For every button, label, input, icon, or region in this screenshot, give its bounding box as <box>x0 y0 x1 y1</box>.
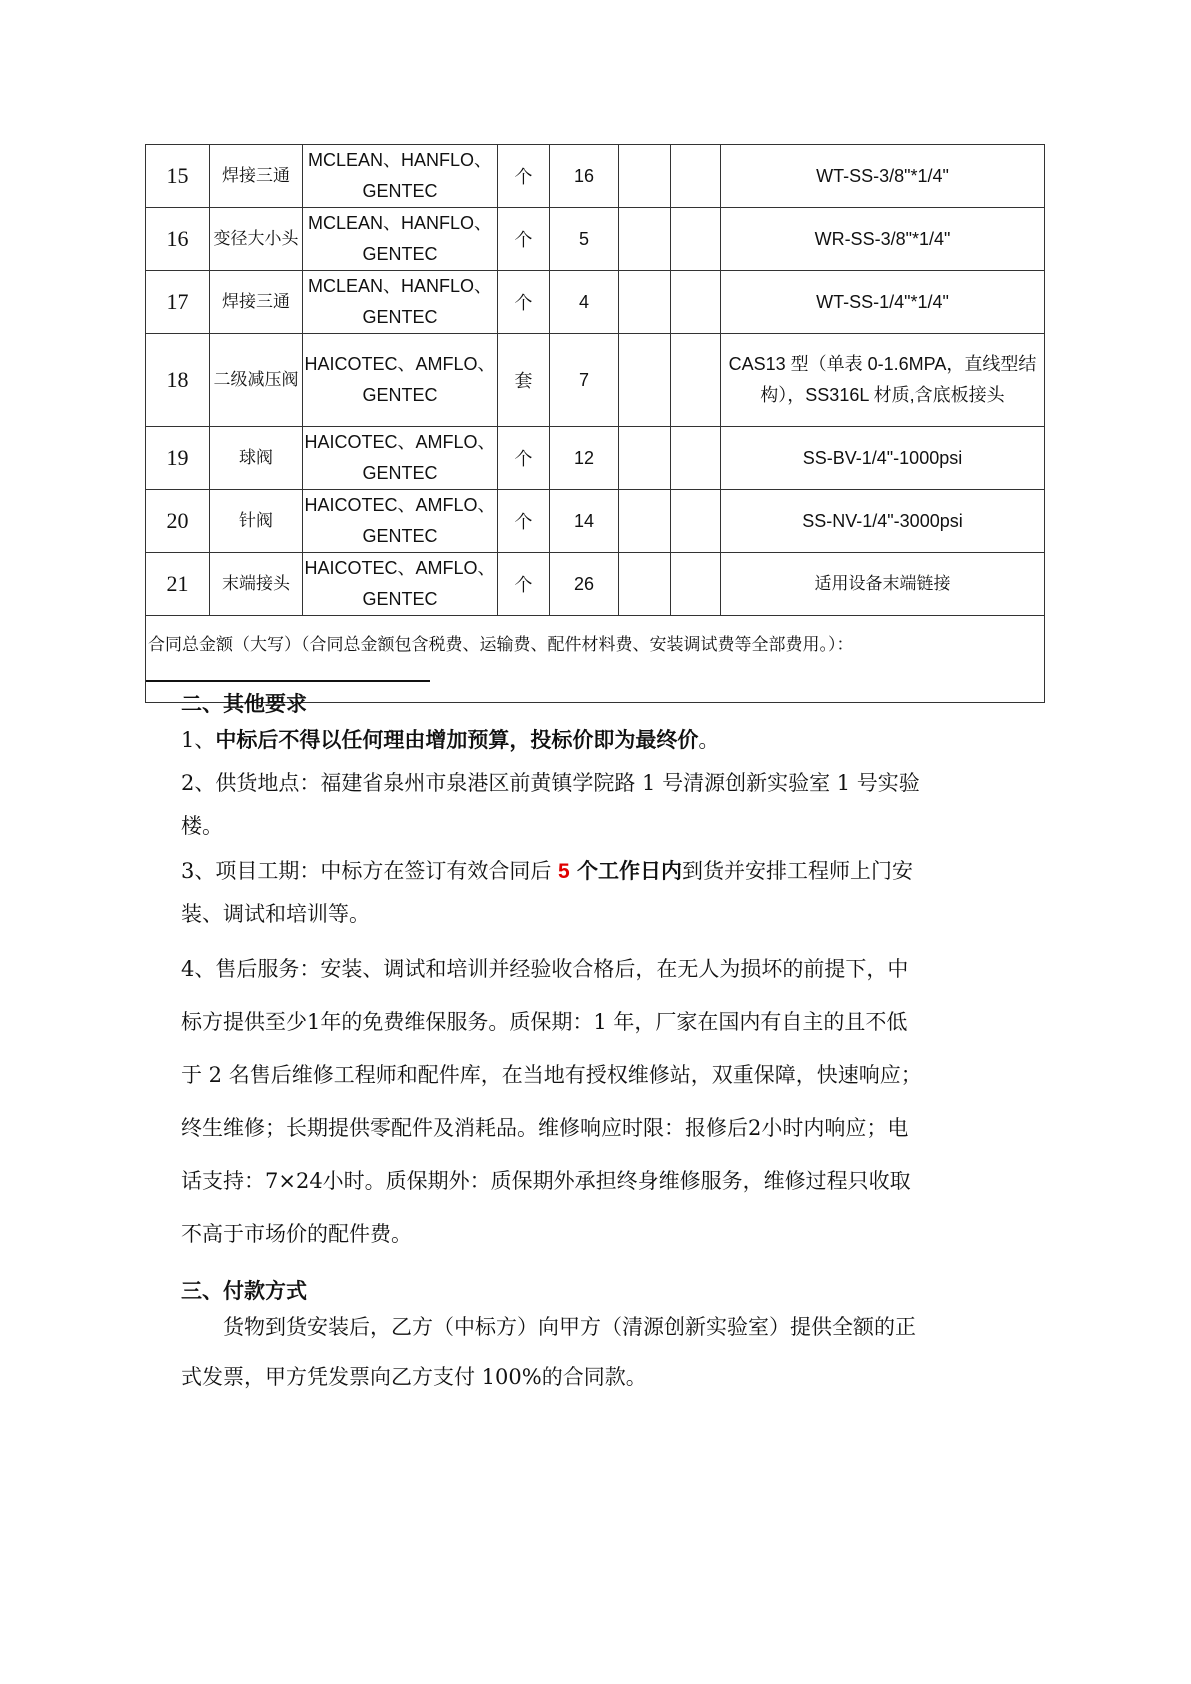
requirement-3-line2: 装、调试和培训等。 <box>181 902 370 926</box>
cell-name: 焊接三通 <box>210 145 303 208</box>
cell-total-price[interactable] <box>671 553 721 616</box>
cell-qty: 26 <box>550 553 619 616</box>
cell-spec: SS-NV-1/4"-3000psi <box>721 490 1045 553</box>
requirement-3-suffix: 到货并安排工程师上门安 <box>682 859 914 883</box>
requirement-3-line1 <box>181 855 1013 885</box>
brand-line: HAICOTEC、AMFLO、 <box>304 432 496 452</box>
cell-brand <box>303 427 498 490</box>
cell-unit-price[interactable] <box>619 490 671 553</box>
requirement-4-line: 不高于市场价的配件费。 <box>181 1222 412 1246</box>
cell-name: 末端接头 <box>210 553 303 616</box>
table-row <box>146 553 1045 616</box>
cell-spec: WT-SS-1/4"*1/4" <box>721 271 1045 334</box>
cell-qty: 4 <box>550 271 619 334</box>
cell-total-price[interactable] <box>671 427 721 490</box>
table-row <box>146 490 1045 553</box>
requirement-1-end: 。 <box>698 728 720 752</box>
requirement-3-prefix: 3、项目工期：中标方在签订有效合同后 <box>181 859 559 883</box>
brand-line: GENTEC <box>362 181 438 201</box>
cell-no: 18 <box>146 334 210 427</box>
cell-total-price[interactable] <box>671 145 721 208</box>
brand-line: GENTEC <box>362 244 438 264</box>
payment-line2: 式发票，甲方凭发票向乙方支付 100%的合同款。 <box>181 1365 647 1389</box>
requirement-1-number: 1、 <box>181 728 216 752</box>
brand-line: GENTEC <box>362 589 438 609</box>
table-row <box>146 427 1045 490</box>
cell-brand <box>303 490 498 553</box>
requirement-1 <box>181 724 1013 754</box>
amount-blank-line[interactable] <box>146 680 430 682</box>
cell-name: 焊接三通 <box>210 271 303 334</box>
requirement-2-line2: 楼。 <box>181 814 223 838</box>
contract-total-label: 合同总金额（大写）（合同总金额包含税费、运输费、配件材料费、安装调试费等全部费用。）： <box>148 635 854 655</box>
cell-qty: 5 <box>550 208 619 271</box>
table-row <box>146 334 1045 427</box>
cell-spec: SS-BV-1/4"-1000psi <box>721 427 1045 490</box>
table-row <box>146 208 1045 271</box>
requirement-4-line: 4、售后服务：安装、调试和培训并经验收合格后，在无人为损坏的前提下，中 <box>181 957 909 981</box>
section3-heading: 三、付款方式 <box>181 1279 307 1303</box>
requirement-3-days: 5 <box>558 860 570 883</box>
table-row <box>146 145 1045 208</box>
cell-unit-price[interactable] <box>619 427 671 490</box>
brand-line: GENTEC <box>362 526 438 546</box>
cell-unit: 个 <box>498 145 550 208</box>
cell-no: 15 <box>146 145 210 208</box>
cell-no: 16 <box>146 208 210 271</box>
brand-line: HAICOTEC、AMFLO、 <box>304 495 496 515</box>
cell-spec: CAS13 型（单表 0-1.6MPA，直线型结构），SS316L 材质,含底板接头 <box>721 334 1045 427</box>
cell-total-price[interactable] <box>671 208 721 271</box>
cell-no: 19 <box>146 427 210 490</box>
brand-line: HAICOTEC、AMFLO、 <box>304 354 496 374</box>
table-row <box>146 271 1045 334</box>
brand-line: GENTEC <box>362 385 438 405</box>
cell-spec: WR-SS-3/8"*1/4" <box>721 208 1045 271</box>
cell-no: 21 <box>146 553 210 616</box>
cell-unit: 个 <box>498 490 550 553</box>
cell-unit: 套 <box>498 334 550 427</box>
cell-qty: 14 <box>550 490 619 553</box>
cell-unit-price[interactable] <box>619 334 671 427</box>
cell-spec: 适用设备末端链接 <box>721 553 1045 616</box>
cell-brand <box>303 208 498 271</box>
brand-line: MCLEAN、HANFLO、 <box>307 276 493 296</box>
requirement-1-bold: 中标后不得以任何理由增加预算，投标价即为最终价 <box>215 728 699 752</box>
brand-line: HAICOTEC、AMFLO、 <box>304 558 496 578</box>
cell-name: 针阀 <box>210 490 303 553</box>
brand-line: MCLEAN、HANFLO、 <box>307 150 493 170</box>
cell-name: 二级减压阀 <box>210 334 303 427</box>
cell-no: 17 <box>146 271 210 334</box>
requirement-4-line: 话支持：7×24小时。质保期外：质保期外承担终身维修服务，维修过程只收取 <box>181 1169 911 1193</box>
section2-heading: 二、其他要求 <box>181 692 307 716</box>
items-table <box>145 144 1045 703</box>
cell-unit-price[interactable] <box>619 553 671 616</box>
cell-qty: 16 <box>550 145 619 208</box>
cell-unit: 个 <box>498 208 550 271</box>
cell-brand <box>303 145 498 208</box>
cell-brand <box>303 553 498 616</box>
cell-unit: 个 <box>498 553 550 616</box>
cell-qty: 12 <box>550 427 619 490</box>
requirement-4-line: 终生维修；长期提供零配件及消耗品。维修响应时限：报修后2小时内响应；电 <box>181 1116 909 1140</box>
cell-unit-price[interactable] <box>619 271 671 334</box>
cell-brand <box>303 271 498 334</box>
brand-line: GENTEC <box>362 463 438 483</box>
requirement-2-line1: 2、供货地点：福建省泉州市泉港区前黄镇学院路 1 号清源创新实验室 1 号实验 <box>181 771 920 795</box>
payment-line1: 货物到货安装后，乙方（中标方）向甲方（清源创新实验室）提供全额的正 <box>181 1315 916 1339</box>
requirement-4-line: 于 2 名售后维修工程师和配件库，在当地有授权维修站，双重保障，快速响应； <box>181 1063 922 1087</box>
requirement-4-line: 标方提供至少1年的免费维保服务。质保期：1 年，厂家在国内有自主的且不低 <box>181 1010 908 1034</box>
brand-line: MCLEAN、HANFLO、 <box>307 213 493 233</box>
brand-line: GENTEC <box>362 307 438 327</box>
cell-total-price[interactable] <box>671 334 721 427</box>
cell-unit: 个 <box>498 271 550 334</box>
cell-spec: WT-SS-3/8"*1/4" <box>721 145 1045 208</box>
cell-name: 球阀 <box>210 427 303 490</box>
cell-no: 20 <box>146 490 210 553</box>
requirement-3-bold: 个工作日内 <box>569 859 683 883</box>
cell-total-price[interactable] <box>671 271 721 334</box>
cell-unit-price[interactable] <box>619 208 671 271</box>
cell-name: 变径大小头 <box>210 208 303 271</box>
cell-unit: 个 <box>498 427 550 490</box>
cell-unit-price[interactable] <box>619 145 671 208</box>
cell-qty: 7 <box>550 334 619 427</box>
cell-brand <box>303 334 498 427</box>
cell-total-price[interactable] <box>671 490 721 553</box>
